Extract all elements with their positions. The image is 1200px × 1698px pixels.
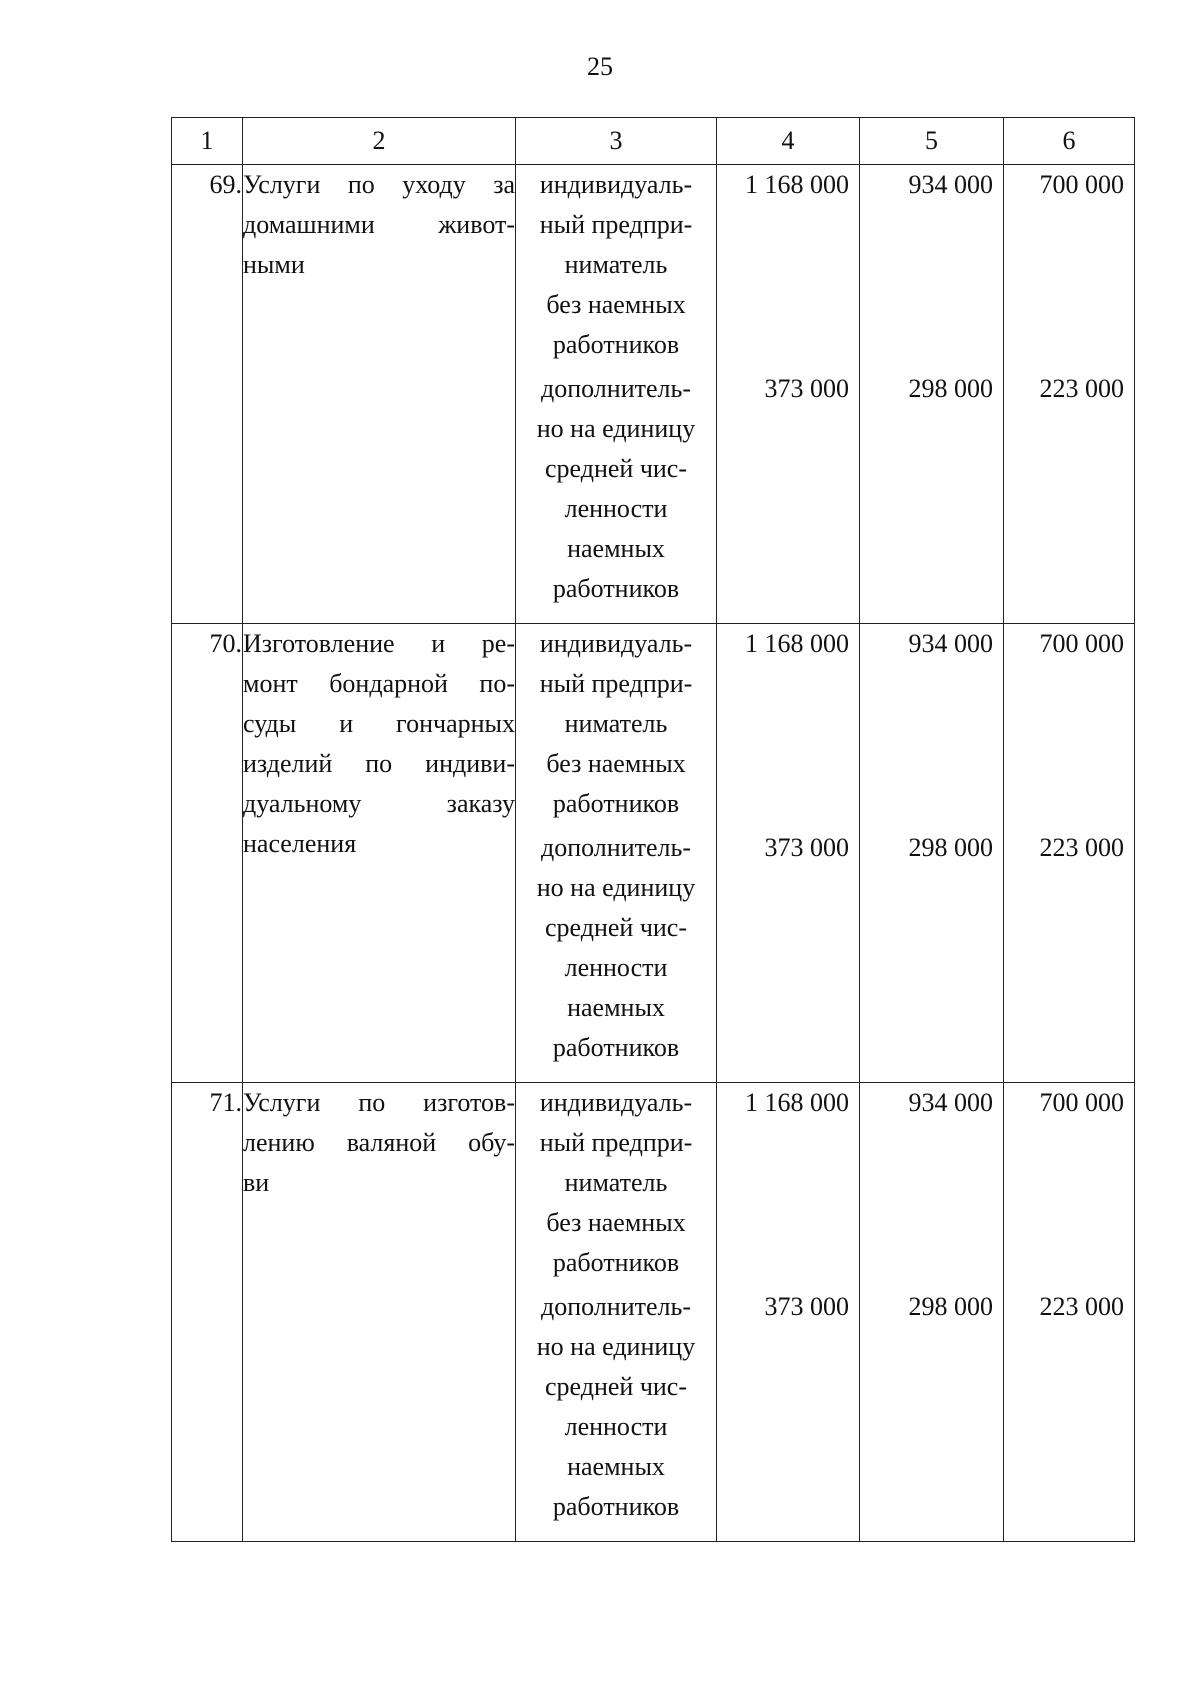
amount-value: 298 000 <box>908 833 993 862</box>
amount-value: 700 000 <box>1039 1088 1124 1117</box>
amount-value: 1 168 000 <box>745 629 849 658</box>
category-block <box>516 1083 716 1287</box>
column-number-6: 6 <box>1004 118 1135 165</box>
category-block <box>516 1287 716 1541</box>
category-line: без наемных <box>546 1208 686 1237</box>
column-number-5: 5 <box>860 118 1004 165</box>
page-number: 25 <box>587 52 613 81</box>
amount-value: 223 000 <box>1039 374 1124 403</box>
category-line: без наемных <box>546 290 686 319</box>
taxpayer-category <box>516 165 717 624</box>
category-line: ниматель <box>564 1168 668 1197</box>
category-line: работников <box>552 330 680 359</box>
taxpayer-category <box>516 1083 717 1542</box>
row-number: 69. <box>172 165 243 624</box>
category-line: но на единицу <box>536 1332 696 1361</box>
amount-column-4 <box>717 1083 860 1542</box>
service-name-line: домашними живот- <box>243 210 515 239</box>
amount-column-6 <box>1004 165 1135 624</box>
amount-value: 373 000 <box>764 833 849 862</box>
service-name-line: населения <box>243 829 357 858</box>
category-line: работников <box>552 574 680 603</box>
category-line: индивидуаль- <box>539 1088 693 1117</box>
category-line: дополнитель- <box>541 374 691 403</box>
category-line: индивидуаль- <box>539 629 693 658</box>
table-row <box>172 1083 1135 1542</box>
category-block <box>516 828 716 1082</box>
amount-value: 223 000 <box>1039 833 1124 862</box>
category-line: ленности <box>564 1412 668 1441</box>
row-number: 71. <box>172 1083 243 1542</box>
service-name-line: ными <box>243 250 305 279</box>
amount-value: 1 168 000 <box>745 170 849 199</box>
category-line: ный предпри- <box>539 669 693 698</box>
rates-table <box>171 117 1135 1542</box>
service-name-line: суды и гончарных <box>243 709 515 738</box>
service-name-line: изделий по индиви- <box>243 749 515 778</box>
amount-value: 700 000 <box>1039 170 1124 199</box>
category-line: но на единицу <box>536 414 696 443</box>
row-number: 70. <box>172 624 243 1083</box>
amount-value: 373 000 <box>764 1292 849 1321</box>
category-line: без наемных <box>546 749 686 778</box>
service-name-line: дуальному заказу <box>243 789 515 818</box>
category-line: наемных <box>567 534 665 563</box>
service-name-line: Услуги по уходу за <box>243 170 515 199</box>
amount-column-4 <box>717 624 860 1083</box>
amount-value: 934 000 <box>908 1088 993 1117</box>
amount-value: 934 000 <box>908 170 993 199</box>
category-line: наемных <box>567 1452 665 1481</box>
column-number-1: 1 <box>172 118 243 165</box>
category-line: работников <box>552 1492 680 1521</box>
service-name <box>243 165 516 624</box>
amount-value: 373 000 <box>764 374 849 403</box>
category-line: средней чис- <box>544 1372 688 1401</box>
amount-value: 1 168 000 <box>745 1088 849 1117</box>
amount-column-6 <box>1004 1083 1135 1542</box>
category-line: средней чис- <box>544 454 688 483</box>
amount-value: 298 000 <box>908 374 993 403</box>
service-name <box>243 624 516 1083</box>
category-line: дополнитель- <box>541 1292 691 1321</box>
amount-value: 934 000 <box>908 629 993 658</box>
amount-column-5 <box>860 624 1004 1083</box>
category-line: работников <box>552 1033 680 1062</box>
category-block <box>516 624 716 828</box>
amount-column-4 <box>717 165 860 624</box>
service-name <box>243 1083 516 1542</box>
category-block <box>516 369 716 623</box>
amount-value: 700 000 <box>1039 629 1124 658</box>
category-block <box>516 165 716 369</box>
category-line: ниматель <box>564 709 668 738</box>
category-line: ный предпри- <box>539 210 693 239</box>
column-number-2: 2 <box>243 118 516 165</box>
category-line: наемных <box>567 993 665 1022</box>
amount-column-5 <box>860 165 1004 624</box>
category-line: ленности <box>564 494 668 523</box>
category-line: ный предпри- <box>539 1128 693 1157</box>
taxpayer-category <box>516 624 717 1083</box>
category-line: работников <box>552 1248 680 1277</box>
amount-value: 298 000 <box>908 1292 993 1321</box>
table-row <box>172 165 1135 624</box>
category-line: но на единицу <box>536 873 696 902</box>
table-header-row <box>172 118 1135 165</box>
category-line: ленности <box>564 953 668 982</box>
category-line: дополнитель- <box>541 833 691 862</box>
column-number-4: 4 <box>717 118 860 165</box>
service-name-line: монт бондарной по- <box>243 669 515 698</box>
column-number-3: 3 <box>516 118 717 165</box>
amount-value: 223 000 <box>1039 1292 1124 1321</box>
service-name-line: ви <box>243 1168 270 1197</box>
category-line: индивидуаль- <box>539 170 693 199</box>
service-name-line: Услуги по изготов- <box>243 1088 515 1117</box>
amount-column-5 <box>860 1083 1004 1542</box>
category-line: ниматель <box>564 250 668 279</box>
category-line: работников <box>552 789 680 818</box>
table-row <box>172 624 1135 1083</box>
amount-column-6 <box>1004 624 1135 1083</box>
category-line: средней чис- <box>544 913 688 942</box>
service-name-line: лению валяной обу- <box>243 1128 515 1157</box>
service-name-line: Изготовление и ре- <box>243 629 515 658</box>
